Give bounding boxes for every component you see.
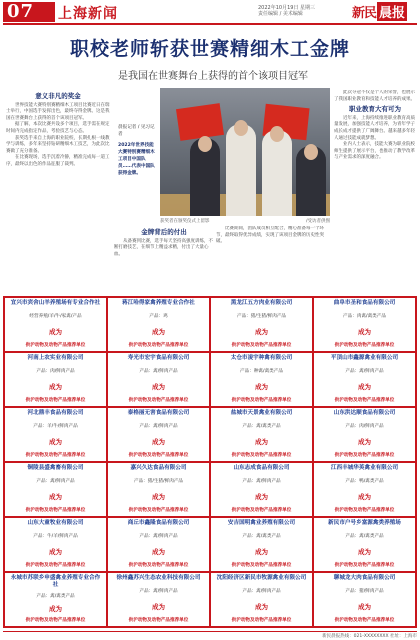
supplier-products: 产品：禽/鲜肉产品 [242,479,281,485]
supplier-designation: 供沪动物及动物产品推荐单位 [25,342,86,348]
head-shape [234,120,248,136]
supplier-designation: 供沪动物及动物产品推荐单位 [128,507,189,513]
supplier-products: 产品：猪/生猪/鲜肉产品 [236,314,287,320]
supplier-products: 产品：鸭/禽类产品 [345,479,384,485]
supplier-status: 成为 [152,547,165,556]
award-photo [160,88,330,216]
supplier-cell [107,462,210,517]
section-title-3: 职业教育大有可为 [349,105,401,114]
supplier-name: 安吉国明禽业养殖有限公司 [227,520,296,526]
supplier-products: 产品：禽/鲜肉产品 [242,589,281,595]
supplier-name: 宜兴市宾舍山羊养殖场有专业合作社 [10,300,101,306]
section-title-1: 意义非凡的奖金 [35,92,81,100]
supplier-name: 永城市苏联乡申盛禽业养殖专业合作社 [10,575,101,588]
head-shape [270,126,284,142]
supplier-products: 产品：禽/禽类产品 [345,534,384,540]
supplier-cell [210,517,313,572]
supplier-status: 成为 [255,437,268,446]
supplier-cell [4,407,107,462]
supplier-cell [313,462,416,517]
supplier-name: 沈阳经济区新民市牧源禽业有限公司 [216,575,307,581]
article-column-4: 此次夺冠不仅是个人的荣誉，也展示了我国职业教育和技能人才培养的成果。 职业教育大有可为 近年来，上海持续推进职业教育高质量发展，加强技能人才培养，为青年学子成长成才提供了广阔舞台。越来越多年轻人通过技能成就梦想。 业内人士表示，技能大赛为职业院校师生提供了展示平台，也推动了教学改革与产业需求的深度融合。 [334,90,415,161]
date-line: 2022年10月19日 星期三 [258,5,316,11]
supplier-cell [313,572,416,627]
masthead-rule [3,23,417,25]
supplier-status: 成为 [49,492,62,501]
supplier-name: 河南上农实业有限公司 [27,355,84,361]
supplier-products: 产品：猪/鲜肉产品 [345,589,384,595]
supplier-status: 成为 [358,437,371,446]
supplier-name: 太仓市凌宇种禽有限公司 [230,355,293,361]
supplier-cell [4,297,107,352]
supplier-products: 经营养殖/羊/牛/家禽/产品 [29,314,82,320]
supplier-status: 成为 [358,602,371,611]
supplier-status: 成为 [255,492,268,501]
supplier-cell [313,407,416,462]
supplier-status: 成为 [49,547,62,556]
supplier-status: 成为 [255,602,268,611]
supplier-designation: 供沪动物及动物产品推荐单位 [334,562,395,568]
newspaper-logo [352,2,416,22]
supplier-status: 成为 [49,605,62,613]
supplier-designation: 供沪动物及动物产品推荐单位 [231,397,292,403]
section-name: 上海新闻 [58,6,118,22]
supplier-cell [4,517,107,572]
supplier-name: 黑龙江五方肉业有限公司 [230,300,293,306]
supplier-name: 泰格丽无害食品有限公司 [127,410,190,416]
masthead-meta [258,5,315,17]
headline: 职校老师斩获世赛精细木工金牌 [69,38,350,60]
supplier-cell [4,352,107,407]
supplier-status: 成为 [358,492,371,501]
supplier-designation: 供沪动物及动物产品推荐单位 [334,507,395,513]
subhead: 是我国在世赛舞台上获得的首个该项目冠军 [118,71,308,82]
supplier-status: 成为 [358,327,371,336]
logo-main: 新民 [352,6,377,21]
supplier-cell [107,517,210,572]
supplier-cell [210,407,313,462]
supplier-cell [210,352,313,407]
supplier-products: 产品：禽/禽类产品 [242,534,281,540]
supplier-products: 产品：禽/禽类产品 [36,594,75,599]
supplier-products: 产品：禽/鲜肉产品 [345,369,384,375]
supplier-designation: 供沪动物及动物产品推荐单位 [334,397,395,403]
supplier-designation: 供沪动物及动物产品推荐单位 [231,507,292,513]
supplier-name: 山东志成食品有限公司 [233,465,290,471]
supplier-cell [107,572,210,627]
supplier-name: 嘉兴久达食品有限公司 [130,465,187,471]
supplier-designation: 供沪动物及动物产品推荐单位 [231,342,292,348]
supplier-name: 徐州鑫苏兴生态农业科技有限公司 [116,575,201,581]
supplier-status: 成为 [49,327,62,336]
supplier-name: 平顶山市鑫源禽业有限公司 [330,355,399,361]
head-shape [304,144,318,160]
supplier-designation: 供沪动物及动物产品推荐单位 [25,562,86,568]
supplier-name: 蒋江哈得家禽养殖专业合作社 [122,300,195,306]
supplier-designation: 供沪动物及动物产品推荐单位 [128,452,189,458]
supplier-products: 产品：羊/牛/鲜肉产品 [33,424,78,430]
supplier-status: 成为 [255,382,268,391]
supplier-designation: 供沪动物及动物产品推荐单位 [334,617,395,623]
supplier-cell [313,517,416,572]
supplier-cell [4,572,107,627]
supplier-designation: 供沪动物及动物产品推荐单位 [128,342,189,348]
supplier-status: 成为 [358,547,371,556]
supplier-name: 山东洪达顺食品有限公司 [333,410,396,416]
section-title-2: 金牌背后的付出 [141,228,187,236]
lead-quote: 2022年世界技能大赛特别赛精细木工项目中国队员……代表中国队获得金牌。 [118,143,155,176]
supplier-name: 河北鼎丰食品有限公司 [27,410,84,416]
supplier-designation: 供沪动物及动物产品推荐单位 [231,617,292,623]
supplier-status: 成为 [255,547,268,556]
supplier-name: 铜陵县盛禽畜有限公司 [27,465,84,471]
supplier-products: 产品：肉/鲜肉产品 [345,424,384,430]
supplier-status: 成为 [49,382,62,391]
supplier-products: 产品：禽/禽类产品 [242,424,281,430]
supplier-designation: 供沪动物及动物产品推荐单位 [128,397,189,403]
flag-shape [176,103,224,141]
page-number: 07 [3,2,55,22]
supplier-cell [107,352,210,407]
quote-box [118,124,158,224]
supplier-cell [313,297,416,352]
supplier-designation: 供沪动物及动物产品推荐单位 [231,562,292,568]
supplier-name: 寿光市宏宇食品有限公司 [127,355,190,361]
supplier-products: 产品：禽/鲜肉产品 [36,479,75,485]
supplier-cell [210,462,313,517]
recommended-suppliers-grid [3,296,417,628]
supplier-products: 产品：肉禽/禽类产品 [343,314,386,320]
supplier-products: 产品：禽/鲜肉产品 [139,369,178,375]
supplier-status: 成为 [152,602,165,611]
supplier-cell [210,572,313,627]
photo-caption-left: 获奖者在颁奖仪式上留影 [160,219,210,224]
supplier-status: 成为 [152,437,165,446]
supplier-name: 聊城龙大肉食品有限公司 [333,575,396,581]
byline: 晨报记者 / 见习记者 [118,125,155,137]
photo-caption-right: /受访者供图 [305,219,330,224]
supplier-name: 商丘市鑫隆食品有限公司 [127,520,190,526]
supplier-designation: 供沪动物及动物产品推荐单位 [334,452,395,458]
supplier-designation: 供沪动物及动物产品推荐单位 [25,618,86,623]
supplier-status: 成为 [358,382,371,391]
supplier-products: 产品：鸡 [149,314,168,320]
supplier-status: 成为 [152,327,165,336]
supplier-name: 盐城市天景禽业有限公司 [230,410,293,416]
supplier-status: 成为 [152,382,165,391]
supplier-designation: 供沪动物及动物产品推荐单位 [128,562,189,568]
supplier-cell [313,352,416,407]
article-column-1: 意义非凡的奖金 世界技能大赛特别赛精细木工项目比赛近日在瑞士举行，中国选手发挥出色，最终夺得金牌。这是我国在世赛舞台上获得的首个该项目冠军。 据了解，本次比赛共设多个项目，选手需在规定时间内完成指定作品，考验技艺与心态。 获奖选手来自上海的职业院校，长期扎根一线教学与训练，多年来坚持钻研精细木工技艺，为此次比赛做了充分准备。 在比赛现场，选手沉着冷静，精准完成每一道工序，最终以出色的作品征服了裁判。 [6,92,110,167]
supplier-cell [4,462,107,517]
supplier-products: 产品：禽/鲜肉产品 [139,589,178,595]
supplier-designation: 供沪动物及动物产品推荐单位 [25,507,86,513]
supplier-status: 成为 [255,327,268,336]
person-shape [226,124,256,216]
logo-box: 晨报 [377,2,407,21]
supplier-name: 曲阜市圣和食品有限公司 [333,300,396,306]
head-shape [198,136,212,152]
supplier-cell [210,297,313,352]
supplier-status: 成为 [152,492,165,501]
supplier-products: 产品：牛/羊/鲜肉产品 [33,534,78,540]
person-shape [262,130,292,216]
supplier-status: 成为 [49,437,62,446]
supplier-designation: 供沪动物及动物产品推荐单位 [25,452,86,458]
supplier-products: 产品：禽/鲜肉产品 [139,424,178,430]
supplier-cell [107,407,210,462]
supplier-products: 产品：猪/生猪/鲜肉产品 [133,479,184,485]
supplier-designation: 供沪动物及动物产品推荐单位 [25,397,86,403]
supplier-products: 产品：种禽/禽类产品 [240,369,283,375]
supplier-name: 江西丰城华英禽业有限公司 [330,465,399,471]
masthead [0,0,420,24]
editor-line: 责任编辑 / 美术编辑 [258,11,303,17]
supplier-name: 山东大童牧业有限公司 [27,520,84,526]
article-column-2: 金牌背后的付出 从备赛到比赛，选手每天坚持高强度训练，不断打磨技艺，在细节上精益求精，付出了大量心血。 [114,228,213,257]
supplier-designation: 供沪动物及动物产品推荐单位 [231,452,292,458]
supplier-products: 产品：肉/鲜肉产品 [36,369,75,375]
supplier-products: 产品：禽/鲜肉产品 [139,534,178,540]
article-column-3: 比赛期间，团队成员相互配合，精心准备每一个环节，最终取得优异成绩，实现了该项目金牌的历史性突破。 [216,226,324,245]
footer: 新民晨报热线：021-XXXXXXXX 社址：上海市 [3,631,417,639]
supplier-cell [107,297,210,352]
supplier-designation: 供沪动物及动物产品推荐单位 [334,342,395,348]
supplier-name: 新民市户号乡富源禽类养殖场 [328,520,401,526]
supplier-designation: 供沪动物及动物产品推荐单位 [128,617,189,623]
photo-caption [160,218,330,224]
